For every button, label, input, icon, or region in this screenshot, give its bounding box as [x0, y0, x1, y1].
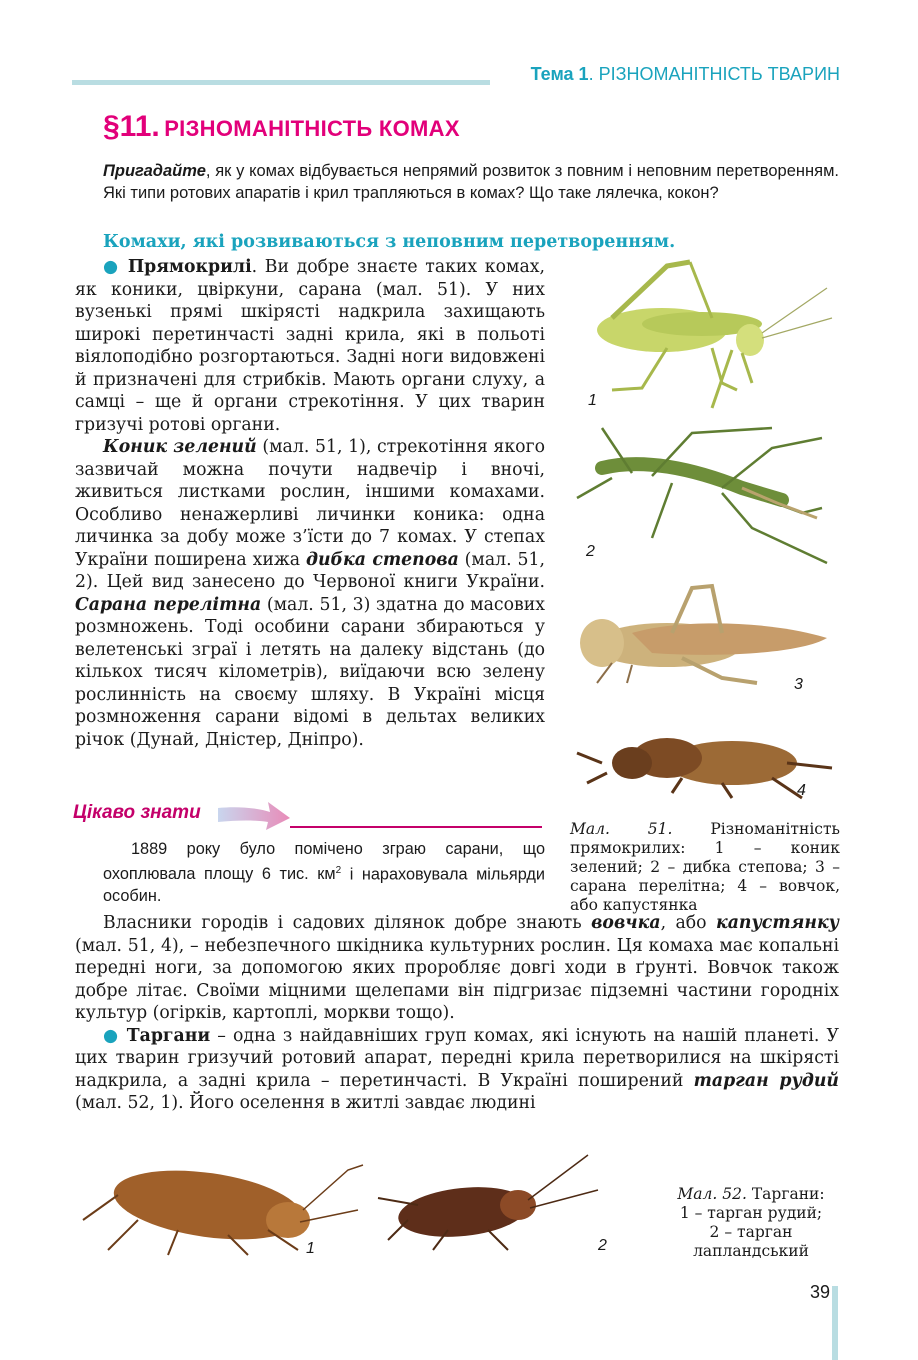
subheading: Комахи, які розвиваються з неповним перетворенням. — [103, 232, 676, 252]
figure-51-label-1: 1 — [588, 392, 597, 409]
red-cockroach-image — [83, 1160, 363, 1255]
figure-52-illustrations — [78, 1150, 638, 1260]
mole-cricket-text: Власники городів і садових ділянок добре знають вовчка, або капустянку (мал. 51, 4), – небезпечного шкідника культурних рослин. Ця комаха має копальні передні ноги, за допомогою яких проробляє довгі ходи в ґрунті. Вовчок також добре літає. Своїми міцними щелепами він підгризає підземні частини городніх культур (огірків, картоплі, моркви тощо). ● Таргани – одна з найдавніших груп комах, які існують на нашій планеті. У цих тварин гризучий ротовий апарат, передні крила перетворилися на шкірясті надкрила, а задні крила – перетинчасті. В Україні поширений тарган рудий (мал. 52, 1). Його оселення в житлі завдає людині — [75, 913, 840, 1113]
migratory-locust-image — [580, 586, 827, 683]
figure-51-label-3: 3 — [794, 676, 803, 693]
green-bush-cricket-image — [597, 262, 832, 408]
figure-51-label-4: 4 — [797, 782, 806, 799]
section-heading: РІЗНОМАНІТНІСТЬ КОМАХ — [164, 116, 460, 141]
orthoptera-text: ● Прямокрилі. Ви добре знаєте таких комах, як коники, цвіркуни, сарана (мал. 51). У них вузенькі прямі шкірясті надкрила захищають широкі перетинчасті задні крила, які в польоті віялоподібно розгортаються. Задні ноги видовжені й призначені для стрибків. Мають органи слуху, а самці – ще й органи стрекотіння. У цих тварин гризучі ротові органи. Коник зелений (мал. 51, 1), стрекотіння якого зазвичай можна почути надвечір і вночі, живиться листками рослин, іншими комахами. Особливо ненажерливі личинки коника: одна личинка за добу може з’їсти до 7 комах. У степах України поширена хижа дибка степова (мал. 51, 2). Цей вид занесено до Червоної книги України. Сарана перелітна (мал. 51, 3) здатна до масових розмножень. Тоді особини сарани збираються у велетенські зграї і летять на далеку відстань (до кількох тисяч кілометрів), виїдаючи всю зелену рослинність на своєму шляху. В Україні місця розмноження сарани відомі в дельтах великих річок (Дунай, Дністер, Дніпро). — [75, 257, 545, 750]
interesting-rule — [290, 826, 542, 828]
lapland-cockroach-image — [378, 1155, 598, 1250]
figure-52-caption: Мал. 52. Таргани: 1 – тарган рудий; 2 – тарган лапландський — [677, 1185, 825, 1260]
interesting-text: 1889 року було помічено зграю сарани, що охоплювала площу 6 тис. $км^2$ і нараховувала мільярди особин. — [103, 840, 545, 906]
page-number: 39 — [809, 1282, 830, 1302]
section-title — [103, 110, 460, 144]
section-number: §11. — [103, 110, 160, 143]
header-rule — [72, 80, 490, 85]
figure-52-label-2: 2 — [598, 1237, 607, 1254]
figure-52-label-1: 1 — [306, 1240, 315, 1257]
mole-cricket-image — [577, 738, 832, 798]
steppe-saga-image — [577, 428, 827, 563]
arrow-icon — [218, 800, 290, 832]
figure-51-label-2: 2 — [586, 543, 595, 560]
figure-51-illustrations — [572, 258, 842, 818]
running-header: Тема 1. РІЗНОМАНІТНІСТЬ ТВАРИН — [530, 64, 840, 84]
page-edge-bar — [832, 1286, 838, 1360]
intro-paragraph: Пригадайте, як у комах відбувається непрямий розвиток з повним і неповним перетворенням. Які типи ротових апаратів і крил трапляються в комах? Що таке лялечка, кокон? — [103, 162, 839, 202]
figure-51-caption: Мал. 51. Різноманітність прямокрилих: 1 – коник зелений; 2 – дибка степова; 3 – сарана перелітна; 4 – вовчок, або капустянка — [570, 820, 840, 914]
interesting-label: Цікаво знати — [73, 802, 201, 823]
